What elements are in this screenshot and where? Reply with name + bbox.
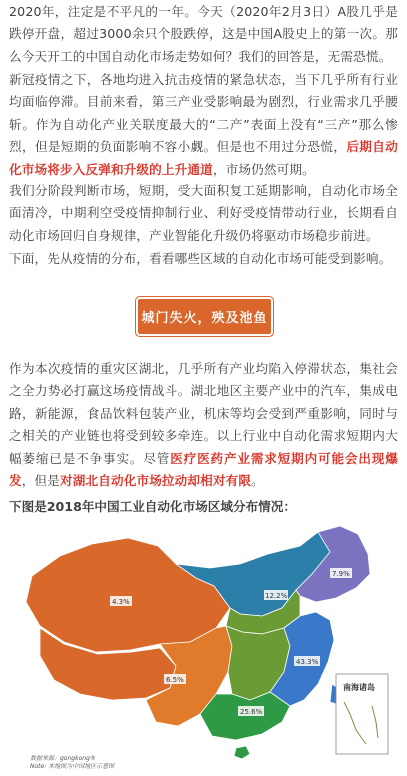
- paragraph-epidemic: [9, 69, 398, 181]
- paragraph-hubei-end: 。: [251, 473, 264, 489]
- paragraph-intro-map: [9, 248, 398, 270]
- highlight-medical: 医疗医药产业需求短期内可能会出现爆发: [9, 450, 398, 489]
- label-south: 25.6%: [240, 708, 263, 716]
- label-southwest: 6.5%: [166, 676, 184, 684]
- paragraph-hubei-mid: ，但是: [21, 473, 60, 489]
- paragraph-epidemic-tail: ，市场仍然可期。: [212, 161, 315, 177]
- paragraph-intro-map-text: 下面，先从疫情的分布，看看哪些区域的自动化市场可能受到影响。: [9, 251, 392, 266]
- paragraph-hubei-text: 作为本次疫情的重灾区湖北，几乎所有产业均陷入停滞状态，集社会之全力势必打赢这场疫情战斗。湖北地区主要产业中的汽车，集成电路，新能源，食品饮料包装产业，机床等均会受到严重影响，同时与之相关的产业链也将受到较多牵连。以上行业中自动化需求短期内大幅萎缩已是不争事实。尽管: [9, 361, 398, 466]
- paragraph-intro-text: 2020年，注定是不平凡的一年。今天（2020年2月3日）A股几乎是跌停开盘，超过3000余只个股跌停，这是中国A股史上的第一次。那么今天开工的中国自动化市场走势如何？我们的回答是，无需恐慌。: [9, 4, 398, 64]
- china-map-svg: [0, 516, 407, 776]
- paragraph-epidemic-text: 新冠疫情之下，各地均进入抗击疫情的紧急状态，当下几乎所有行业均面临停滞。目前来看，第三产业受影响最为剧烈，行业需求几乎腰斩。作为自动化产业关联度最大的“二产”表面上没有“三产”那么惨烈，但是短期的负面影响不容小觑。但是也不用过分恐慌，: [9, 72, 398, 155]
- region-hainan: [234, 746, 250, 759]
- south-sea-label: 南海诸岛: [343, 683, 375, 692]
- map-source: 数据来源：gongkong®: [30, 755, 96, 762]
- section-banner: [138, 299, 271, 334]
- paragraph-stages-text: 我们分阶段判断市场，短期，受大面积复工延期影响，自动化市场全面清冷，中期利空受疫情抑制行业、利好受疫情带动行业，长期看自动化市场回归自身规律，产业智能化升级仍将驱动市场稳步前进。: [9, 183, 398, 243]
- region-northwest: [26, 538, 230, 652]
- highlight-limited: 对湖北自动化市场拉动却相对有限: [59, 473, 252, 489]
- map-caption: [9, 496, 398, 515]
- label-north: 12.2%: [265, 592, 288, 600]
- section-banner-label: 城门失火，殃及池鱼: [141, 311, 268, 326]
- china-region-map: [0, 516, 407, 776]
- map-note: Note: 本地图为中国地区示意图: [30, 763, 115, 770]
- label-east: 43.3%: [296, 658, 319, 666]
- highlight-rebound: 后期自动化市场将步入反弹和升级的上升通道: [9, 139, 398, 177]
- label-northeast: 7.9%: [332, 570, 350, 578]
- paragraph-intro: [9, 1, 398, 68]
- map-caption-text: 下图是2018年中国工业自动化市场区域分布情况：: [9, 499, 296, 514]
- paragraph-stages: [9, 180, 398, 247]
- label-northwest: 4.3%: [112, 598, 130, 606]
- paragraph-hubei: [9, 358, 398, 492]
